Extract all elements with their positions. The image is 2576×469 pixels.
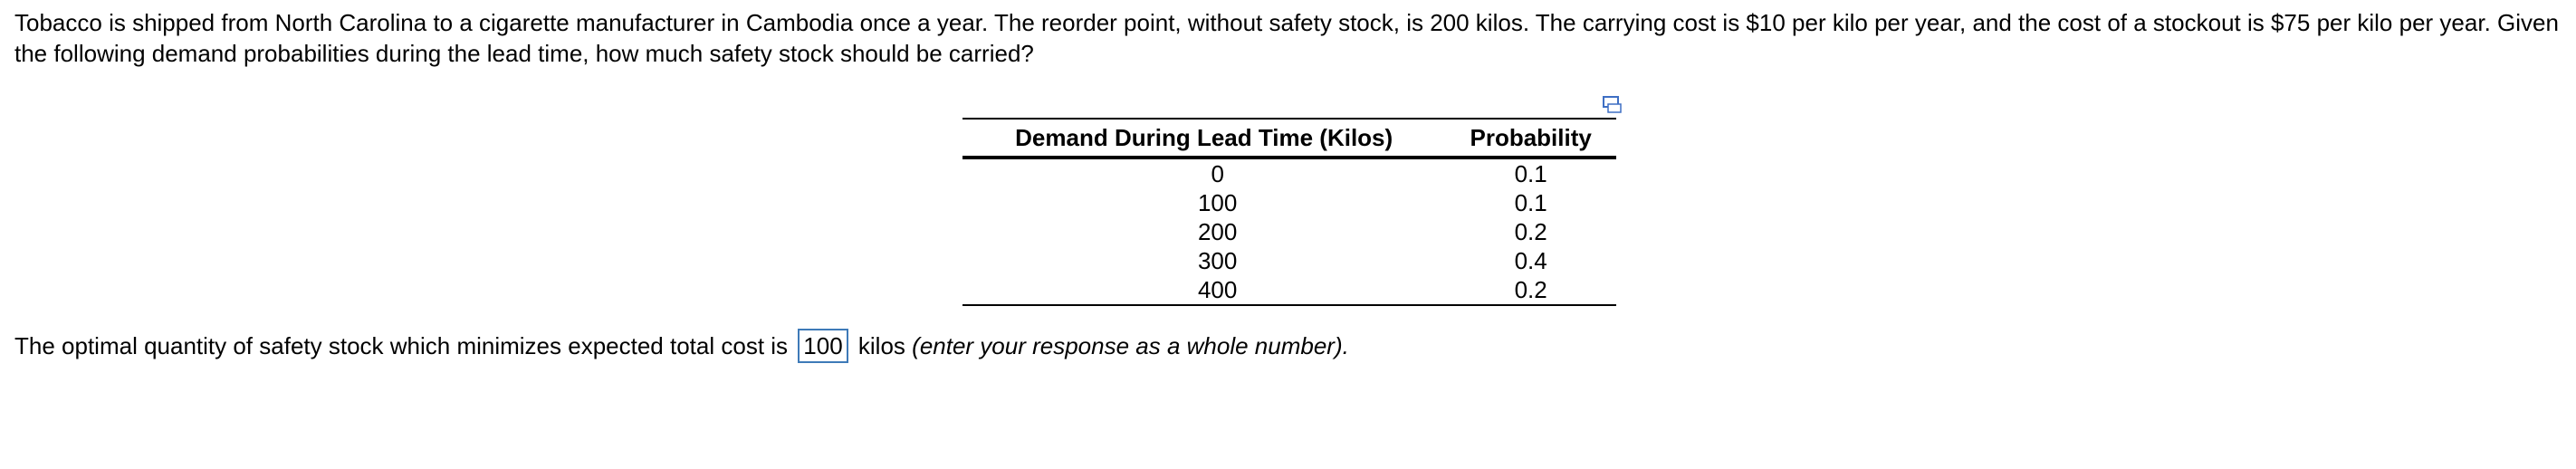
answer-line xyxy=(14,328,1349,364)
demand-cell: 200 xyxy=(1197,217,1238,245)
header-demand: Demand During Lead Time (Kilos) xyxy=(962,119,1445,158)
probability-cell: 0.2 xyxy=(1514,217,1547,245)
table-row xyxy=(962,217,1616,246)
table-row xyxy=(962,246,1616,275)
answer-input[interactable]: 100 xyxy=(798,329,847,363)
copy-table-icon[interactable] xyxy=(1603,96,1623,114)
demand-table-container xyxy=(962,118,1616,306)
header-probability: Probability xyxy=(1445,119,1616,158)
answer-hint: (enter your response as a whole number). xyxy=(912,332,1349,359)
table-row xyxy=(962,275,1616,305)
table-row xyxy=(962,188,1616,217)
demand-cell: 400 xyxy=(1197,275,1238,303)
demand-cell: 0 xyxy=(1211,159,1224,187)
table-header-row xyxy=(962,119,1616,158)
demand-cell: 300 xyxy=(1197,246,1238,274)
probability-cell: 0.1 xyxy=(1514,159,1547,187)
demand-cell: 100 xyxy=(1197,188,1238,216)
demand-probability-table xyxy=(962,118,1616,306)
probability-cell: 0.2 xyxy=(1514,275,1547,303)
question-text: Tobacco is shipped from North Carolina to a cigarette manufacturer in Cambodia once a year. The reorder point, without safety stock, is 200 kilos. The carrying cost is $10 per kilo per year, and the cost of a stockout is $75 per kilo per year. Given the following demand probabilities during the lead time, how much safety stock should be carried? xyxy=(14,9,2559,67)
probability-cell: 0.4 xyxy=(1514,246,1547,274)
table-row xyxy=(962,158,1616,188)
answer-unit: kilos xyxy=(857,332,905,359)
probability-cell: 0.1 xyxy=(1514,188,1547,216)
answer-prefix: The optimal quantity of safety stock which minimizes expected total cost is xyxy=(14,332,789,359)
